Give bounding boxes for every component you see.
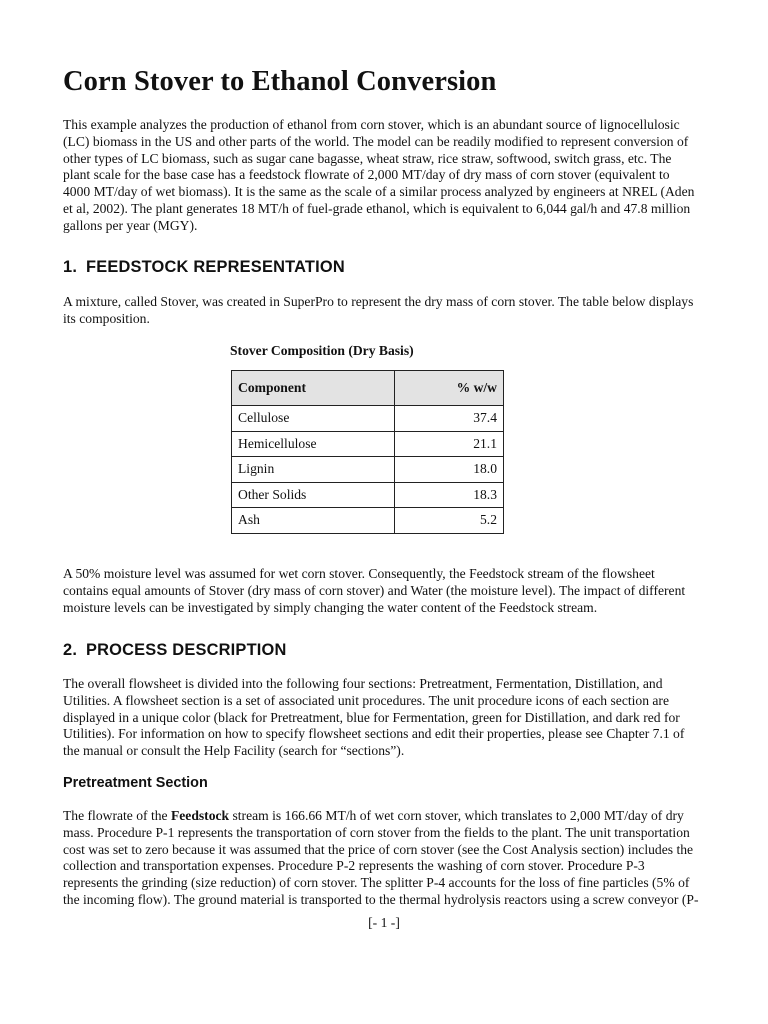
- intro-line: plant scale for the base case has a feedstock flowrate of 2,000 MT/day of dry mass of corn stover (equivalent to: [63, 167, 670, 183]
- pretreatment-paragraph: [63, 808, 711, 909]
- paragraph-line: Utilities). For information on how to specify flowsheet sections and edit their properties, please see Chapter 7.1 of: [63, 726, 685, 742]
- component-cell: Hemicellulose: [232, 431, 395, 457]
- paragraph-line: A 50% moisture level was assumed for wet corn stover. Consequently, the Feedstock stream of the flowsheet: [63, 566, 655, 581]
- section-title: PROCESS DESCRIPTION: [86, 641, 287, 659]
- paragraph-line: displayed in a unique color (black for Pretreatment, blue for Fermentation, green for Distillation, and dark red for: [63, 709, 680, 725]
- paragraph-line: moisture levels can be investigated by simply changing the water content of the Feedstock stream.: [63, 599, 598, 615]
- intro-line: other types of LC biomass, such as sugar cane bagasse, wheat straw, rice straw, softwood, switch grass, etc. The: [63, 150, 672, 166]
- page-number: [- 1 -]: [368, 915, 400, 930]
- paragraph-line: contains equal amounts of Stover (dry mass of corn stover) and Water (the moisture level). The impact of different: [63, 582, 686, 598]
- section-title: FEEDSTOCK REPRESENTATION: [86, 258, 345, 276]
- value-cell: 18.3: [395, 482, 504, 508]
- feedstock-bold-term: Feedstock: [170, 808, 230, 823]
- process-paragraph: [63, 676, 711, 760]
- intro-paragraph: [63, 117, 711, 235]
- component-cell: Ash: [232, 508, 395, 534]
- composition-table: [231, 370, 504, 534]
- paragraph-line: represents the grinding (size reduction) of corn stover. The splitter P-4 accounts for the loss of fine particles (5% of: [63, 875, 690, 891]
- paragraph-line: the incoming flow). The ground material is transported to the thermal hydrolysis reactors using a screw conveyor (P-: [63, 891, 699, 907]
- table-caption: Stover Composition (Dry Basis): [230, 343, 414, 358]
- table-row: [232, 508, 504, 534]
- paragraph-line: Utilities. A flowsheet section is a set of associated unit procedures. The unit procedure icons of each section are: [63, 692, 669, 708]
- document-title: Corn Stover to Ethanol Conversion: [63, 66, 497, 97]
- component-cell: Lignin: [232, 457, 395, 483]
- section-number: 2.: [63, 641, 78, 659]
- table-row: [232, 406, 504, 432]
- paragraph-text: stream is 166.66 MT/h of wet corn stover, which translates to 2,000 MT/day of dry: [229, 808, 684, 823]
- subsection-heading: Pretreatment Section: [63, 775, 208, 791]
- paragraph-line: The overall flowsheet is divided into the following four sections: Pretreatment, Fermentation, Distillation, and: [63, 676, 663, 691]
- table-row: [232, 482, 504, 508]
- value-cell: 5.2: [395, 508, 504, 534]
- column-header: % w/w: [395, 371, 504, 406]
- component-cell: Other Solids: [232, 482, 395, 508]
- intro-line: (LC) biomass in the US and other parts of the world. The model can be readily modified to represent conversion of: [63, 133, 689, 149]
- paragraph-text: The flowrate of the: [63, 808, 171, 823]
- table-row: [232, 457, 504, 483]
- paragraph-line: mass. Procedure P-1 represents the transportation of corn stover from the fields to the plant. The unit transportation: [63, 824, 690, 840]
- intro-line: This example analyzes the production of ethanol from corn stover, which is an abundant source of lignocellulosic: [63, 117, 680, 132]
- paragraph-line: A mixture, called Stover, was created in SuperPro to represent the dry mass of corn stover. The table below displays: [63, 294, 694, 309]
- component-cell: Cellulose: [232, 406, 395, 432]
- section-number: 1.: [63, 258, 78, 276]
- value-cell: 21.1: [395, 431, 504, 457]
- column-header: Component: [232, 371, 395, 406]
- value-cell: 18.0: [395, 457, 504, 483]
- section-2-heading: [63, 641, 287, 660]
- intro-line: gallons per year (MGY).: [63, 217, 198, 233]
- table-header-row: [232, 371, 504, 406]
- moisture-paragraph: [63, 566, 711, 616]
- paragraph-line: the manual or consult the Help Facility (search for “sections”).: [63, 743, 405, 759]
- paragraph-line: its composition.: [63, 310, 150, 326]
- paragraph-line: cost was set to zero because it was assumed that the price of corn stover (see the Cost Analysis section) includes the: [63, 841, 694, 857]
- section-1-heading: [63, 258, 345, 277]
- table-row: [232, 431, 504, 457]
- value-cell: 37.4: [395, 406, 504, 432]
- feedstock-paragraph: [63, 294, 711, 328]
- paragraph-line: collection and transportation expenses. Procedure P-2 represents the washing of corn stover. Procedure P-3: [63, 858, 645, 874]
- intro-line: 4000 MT/day of wet biomass). It is the same as the scale of a similar process analyzed by engineers at NREL (Aden: [63, 184, 695, 200]
- intro-line: et al, 2002). The plant generates 18 MT/h of fuel-grade ethanol, which is equivalent to 6,044 gal/h and 47.8 million: [63, 200, 691, 216]
